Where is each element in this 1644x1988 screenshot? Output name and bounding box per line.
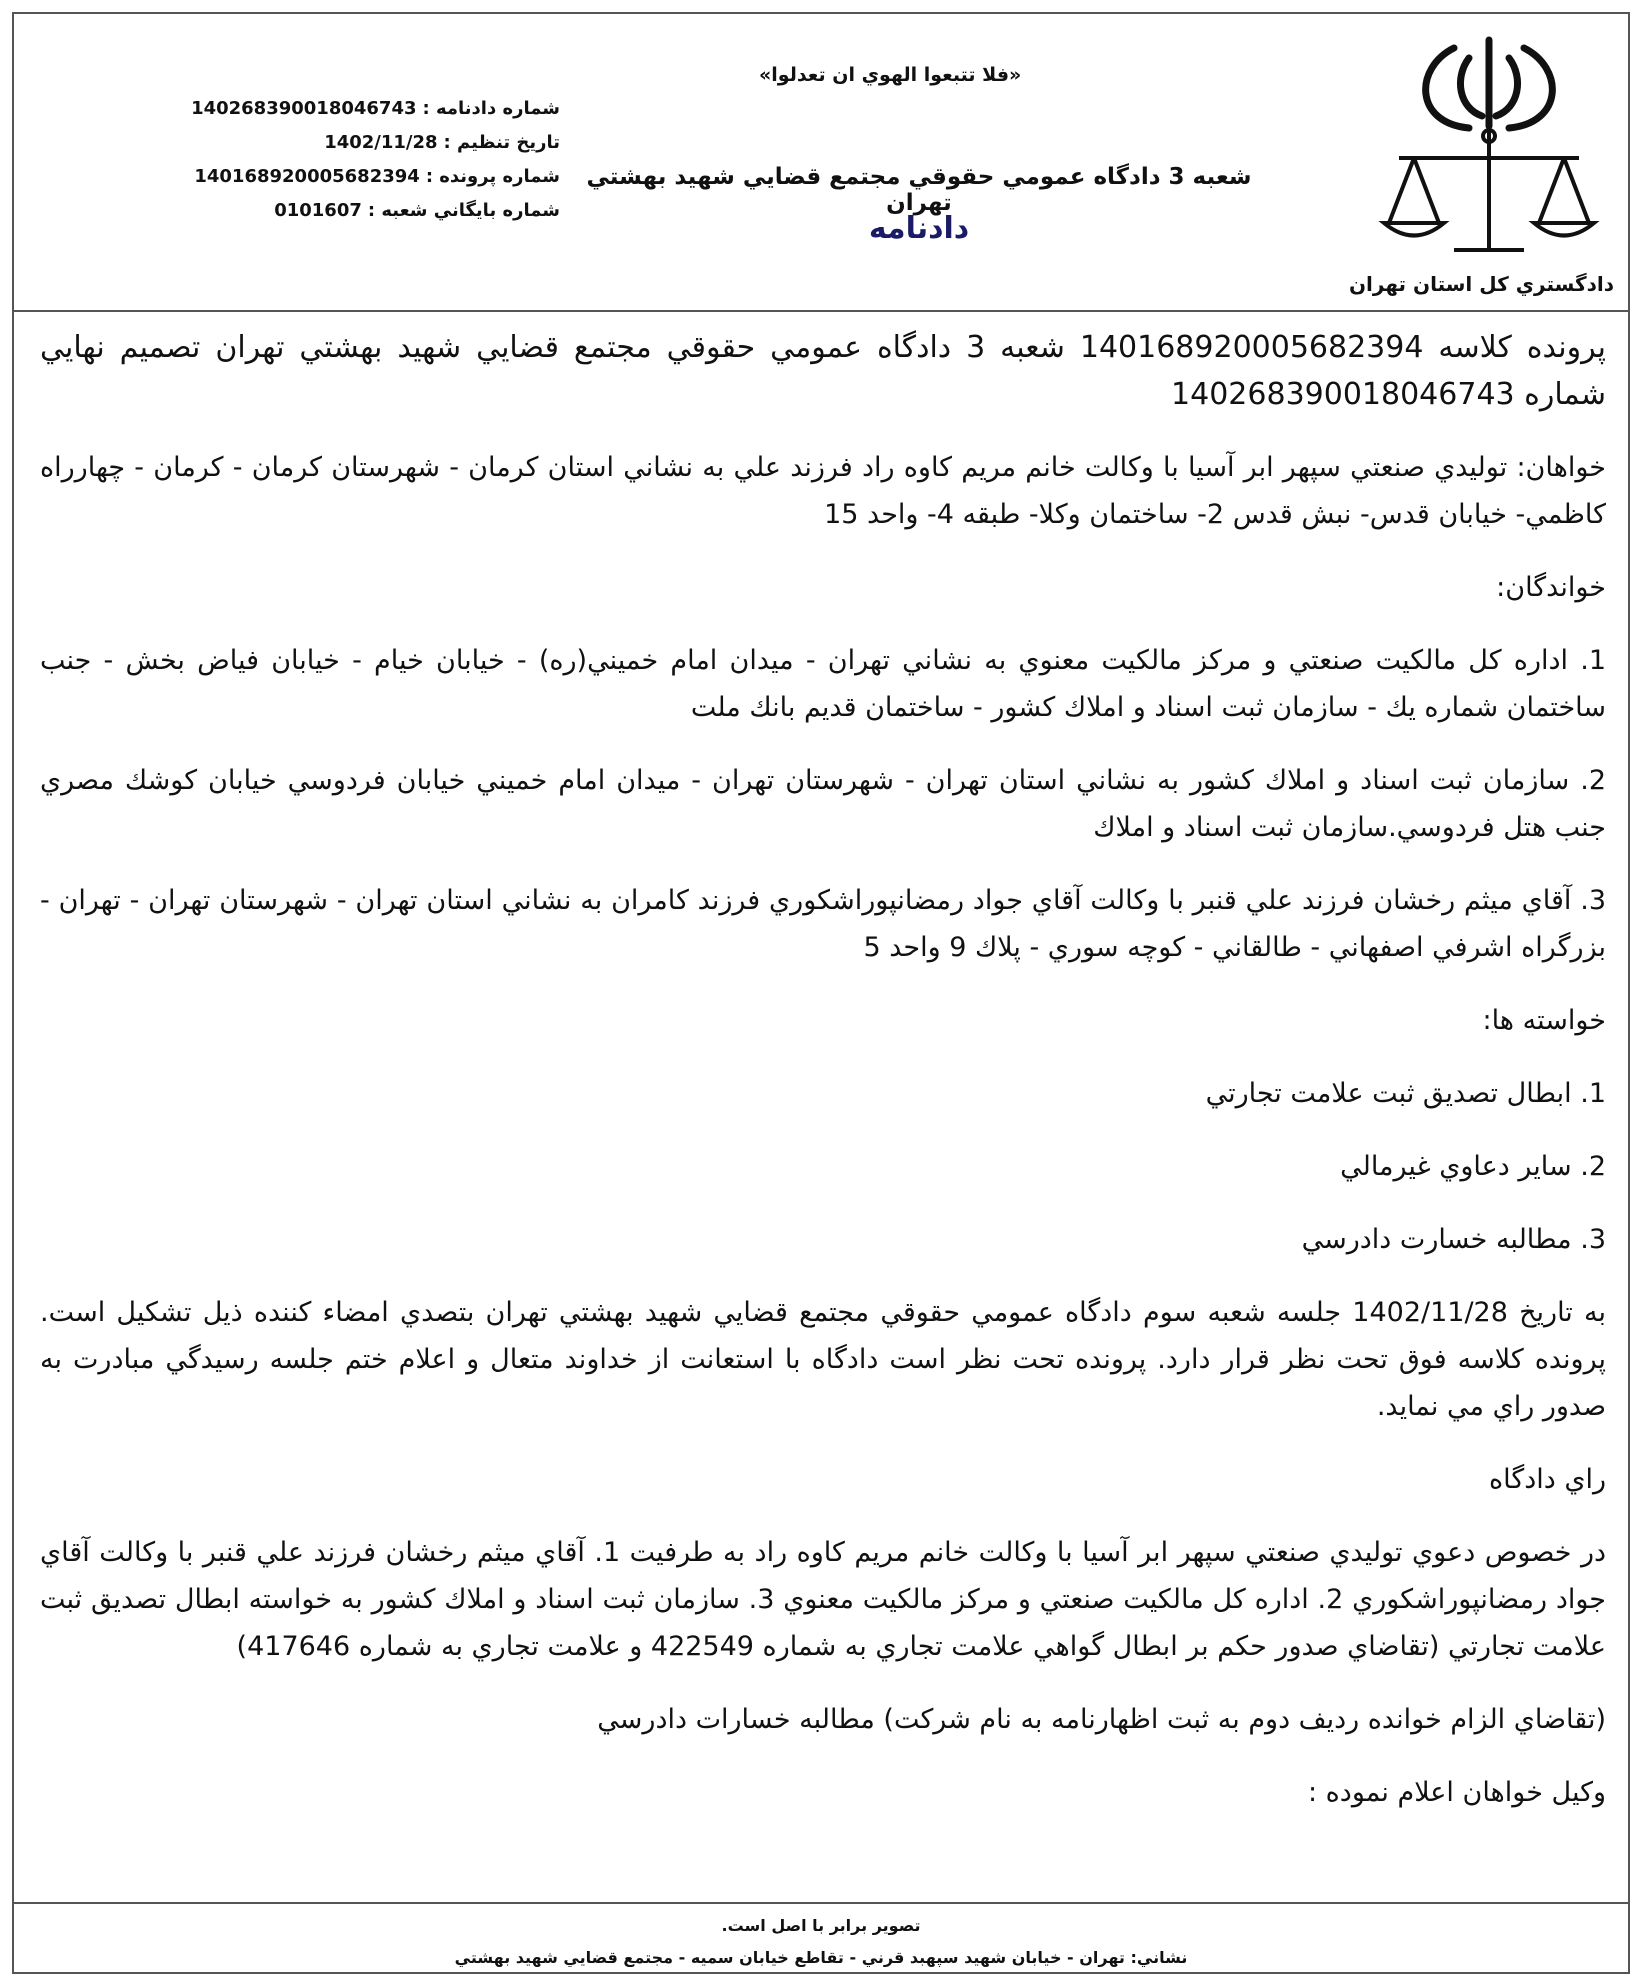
- meta-value: 140168920005682394: [194, 166, 420, 187]
- meta-value: 140268390018046743: [191, 98, 417, 119]
- verdict-paragraph-1: در خصوص دعوي توليدي صنعتي سپهر ابر آسيا با وكالت خانم مريم كاوه راد به طرفيت 1. آقاي ميثم رخشان فرزند علي قنبر با وكالت آقاي جواد رمضانپوراشكوري 2. اداره كل مالكيت صنعتي و مركز مالكيت معنوي 3. سازمان ثبت اسناد و املاك كشور به خواسته ابطال تصديق ثبت علامت تجارتي (تقاضاي صدور حكم بر ابطال گواهي علامت تجاري به شماره 422549 و علامت تجاري به شماره 417646): [40, 1537, 1607, 1662]
- meta-row-archive-number: [150, 200, 560, 234]
- defendant-1: 1. اداره كل مالكيت صنعتي و مركز مالكيت معنوي به نشاني تهران - ميدان امام خميني(ره) - خيابان خيام - خيابان فياض بخش - جنب ساختمان شماره يك - سازمان ثبت اسناد و املاك كشور - ساختمان قديم بانك ملت: [40, 645, 1606, 723]
- meta-label: شماره دادنامه :: [422, 98, 560, 119]
- footer-address: نشاني: تهران - خيابان شهيد سپهبد قرني - تقاطع خيابان سميه - مجتمع قضايي شهيد بهشتي: [454, 1948, 1188, 1967]
- meta-value: 1402/11/28: [324, 132, 438, 153]
- footer-divider: [14, 1902, 1628, 1904]
- claim-2: 2. ساير دعاوي غيرمالي: [1340, 1151, 1606, 1182]
- claim-1: 1. ابطال تصديق ثبت علامت تجارتي: [1205, 1078, 1606, 1109]
- case-summary: پرونده كلاسه 140168920005682394 شعبه 3 دادگاه عمومي حقوقي مجتمع قضايي شهيد بهشتي تهران تصميم نهايي شماره 140268390018046743: [40, 330, 1606, 412]
- meta-value: 0101607: [274, 200, 362, 221]
- meta-label: شماره بايگاني شعبه :: [367, 200, 560, 221]
- meta-label: تاريخ تنظيم :: [443, 132, 560, 153]
- meta-label: شماره پرونده :: [425, 166, 560, 187]
- verdict-heading: راي دادگاه: [1488, 1464, 1606, 1495]
- document-title: دادنامه: [868, 211, 970, 246]
- plaintiff-paragraph: خواهان: توليدي صنعتي سپهر ابر آسيا با وكالت خانم مريم كاوه راد فرزند علي به نشاني استان كرمان - شهرستان كرمان - كرمان - چهارراه كاظمي- خيابان قدس- نبش قدس 2- ساختمان وكلا- طبقه 4- واحد 15: [40, 452, 1606, 530]
- header-verse: «فلا تتبعوا الهوي ان تعدلوا»: [759, 64, 1022, 86]
- defendant-2: 2. سازمان ثبت اسناد و املاك كشور به نشاني استان تهران - شهرستان تهران - ميدان امام خميني خيابان فردوسي خيابان كوشك مصري جنب هتل فردوسي.سازمان ثبت اسناد و املاك: [40, 765, 1606, 843]
- judiciary-name: دادگستري كل استان تهران: [1348, 272, 1614, 296]
- defendant-3: 3. آقاي ميثم رخشان فرزند علي قنبر با وكالت آقاي جواد رمضانپوراشكوري فرزند كامران به نشاني استان تهران - شهرستان تهران - تهران - بزرگراه اشرفي اصفهاني - طالقاني - كوچه سوري - پلاك 9 واحد 5: [40, 885, 1606, 963]
- meta-row-case-number: [150, 166, 560, 200]
- document-footer: [14, 1910, 1628, 1974]
- meta-row-date: [150, 132, 560, 166]
- document-body: [40, 324, 1606, 1842]
- document-header: [14, 14, 1628, 312]
- case-metadata: [150, 98, 560, 234]
- claims-heading: خواسته ها:: [1482, 1005, 1606, 1036]
- verdict-paragraph-2: (تقاضاي الزام خوانده رديف دوم به ثبت اظهارنامه به نام شركت) مطالبه خسارات دادرسي: [597, 1704, 1606, 1735]
- court-name: شعبه 3 دادگاه عمومي حقوقي مجتمع قضايي شهيد بهشتي تهران: [586, 164, 1252, 216]
- verdict-paragraph-3: وكيل خواهان اعلام نموده :: [1307, 1777, 1606, 1808]
- meta-row-verdict-number: [150, 98, 560, 132]
- iran-emblem-scales-icon: [1374, 28, 1604, 268]
- claim-3: 3. مطالبه خسارت دادرسي: [1301, 1224, 1606, 1255]
- judgment-document: [12, 12, 1630, 1974]
- session-paragraph: به تاريخ 1402/11/28 جلسه شعبه سوم دادگاه عمومي حقوقي مجتمع قضايي شهيد بهشتي تهران بتصدي امضاء كننده ذيل تشكيل است. پرونده كلاسه فوق تحت نظر قرار دارد. پرونده تحت نظر است دادگاه با استعانت از خداوند متعال و اعلام ختم جلسه رسيدگي مبادرت به صدور راي مي نمايد.: [40, 1297, 1606, 1422]
- defendants-heading: خواندگان:: [1496, 572, 1606, 603]
- footer-certification: تصوير برابر با اصل است.: [721, 1916, 921, 1935]
